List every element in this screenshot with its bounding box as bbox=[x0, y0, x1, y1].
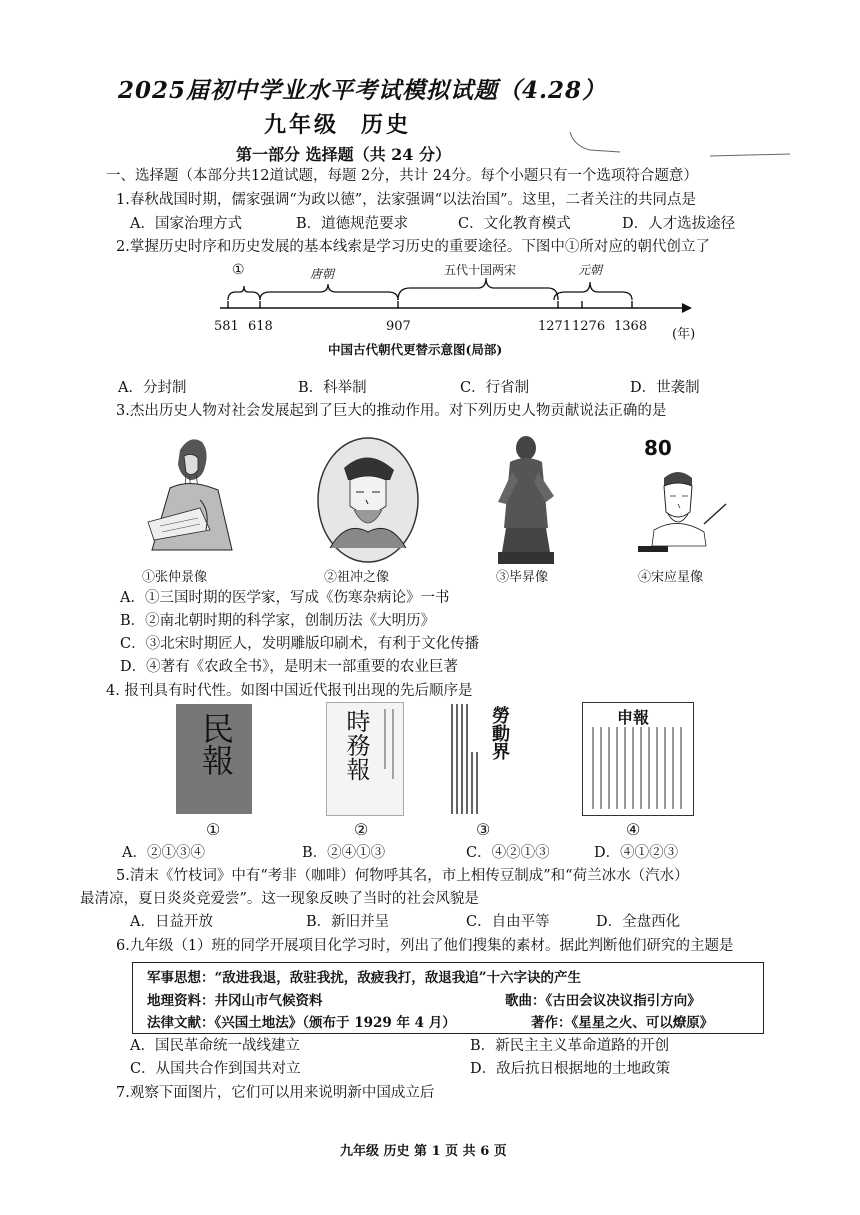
q1-option-b: B．道德规范要求 bbox=[296, 216, 409, 232]
grade-label: 九年级 bbox=[264, 112, 340, 138]
song-yingxing-portrait bbox=[634, 460, 730, 560]
q3-stem: 3.杰出历史人物对社会发展起到了巨大的推动作用。对下列历史人物贡献说法正确的是 bbox=[116, 403, 667, 419]
year-1368: 1368 bbox=[614, 319, 648, 334]
caption-bi: ③毕昇像 bbox=[496, 570, 549, 585]
brace-tang bbox=[260, 284, 398, 300]
q6-option-a: A．国民革命统一战线建立 bbox=[130, 1038, 300, 1054]
q5-option-a: A．日益开放 bbox=[130, 914, 213, 930]
q2-option-a: A．分封制 bbox=[118, 380, 187, 396]
q3-option-b: B．②南北朝时期的科学家，创制历法《大明历》 bbox=[120, 613, 436, 629]
q5-option-d: D．全盘西化 bbox=[596, 914, 681, 930]
caption-zhang: ①张仲景像 bbox=[142, 570, 208, 585]
q2-option-b: B．科举制 bbox=[298, 380, 367, 396]
minbao-title: 民報 bbox=[197, 712, 235, 776]
paper-label-2: ② bbox=[354, 820, 369, 839]
scan-mark-decoration bbox=[560, 128, 800, 168]
part-heading: 第一部分 选择题（共 24 分） bbox=[236, 145, 451, 164]
q6-row3-left: 法律文献：《兴国土地法》（颁布于 1929 年 4 月） bbox=[147, 1015, 456, 1031]
q5-stem-line2: 最清凉，夏日炎炎竞爱尝”。这一现象反映了当时的社会风貌是 bbox=[80, 891, 479, 907]
q3-option-d: D．④著有《农政全书》，是明末一部重要的农业巨著 bbox=[120, 659, 458, 675]
q1-option-d: D．人才选拔途径 bbox=[622, 216, 736, 232]
q4-option-c: C．④②①③ bbox=[466, 845, 550, 861]
paper-label-3: ③ bbox=[476, 820, 491, 839]
q4-option-b: B．②④①③ bbox=[302, 845, 386, 861]
q6-row1: 军事思想：“敌进我退，敌驻我扰，敌疲我打，敌退我追”十六字诀的产生 bbox=[147, 970, 582, 986]
exam-title: 2025届初中学业水平考试模拟试题（4.28） bbox=[118, 77, 607, 104]
section-intro: 一、选择题（本部分共12道试题，每题 2分，共计 24分。每个小题只有一个选项符合题意） bbox=[106, 168, 698, 184]
newspaper-shenbao bbox=[582, 702, 694, 816]
zu-chongzhi-portrait bbox=[316, 436, 420, 564]
q4-stem: 4. 报刊具有时代性。如图中国近代报刊出现的先后顺序是 bbox=[106, 683, 473, 699]
q3-option-a: A．①三国时期的医学家，写成《伤寒杂病论》一书 bbox=[120, 590, 450, 606]
year-581: 581 bbox=[214, 319, 239, 334]
year-1276: 1276 bbox=[572, 319, 606, 334]
brace-five-dynasties bbox=[398, 278, 558, 300]
laodongjie-title: 勞動界 bbox=[489, 706, 510, 760]
q1-option-c: C．文化教育模式 bbox=[458, 216, 571, 232]
q5-option-c: C．自由平等 bbox=[466, 914, 550, 930]
q5-stem-line1: 5.清末《竹枝词》中有“考非（咖啡）何物呼其名，市上相传豆制成”和“荷兰冰水（汽水） bbox=[116, 868, 689, 884]
timeline-caption: 中国古代朝代更替示意图(局部) bbox=[328, 342, 503, 357]
year-1271: 1271 bbox=[538, 319, 572, 334]
q2-stem: 2.掌握历史时序和历史发展的基本线索是学习历史的重要途径。下图中①所对应的朝代创立了 bbox=[116, 239, 710, 255]
q6-row2-right: 歌曲：《古田会议决议指引方向》 bbox=[505, 993, 701, 1009]
caption-zu: ②祖冲之像 bbox=[324, 570, 390, 585]
q6-option-d: D．敌后抗日根据地的土地政策 bbox=[470, 1061, 671, 1077]
q1-stem: 1.春秋战国时期，儒家强调“为政以德”，法家强调“以法治国”。这里，二者关注的共同点是 bbox=[116, 192, 696, 208]
zhang-zhongjing-portrait bbox=[140, 430, 240, 560]
page-footer: 九年级 历史 第 1 页 共 6 页 bbox=[340, 1144, 507, 1159]
year-907: 907 bbox=[386, 319, 411, 334]
timeline-label-1: ① bbox=[232, 262, 245, 278]
newspaper-shiwubao bbox=[326, 702, 404, 816]
timeline-label-tang: 唐朝 bbox=[310, 267, 335, 281]
paper-label-4: ④ bbox=[626, 820, 641, 839]
shenbao-title: 申報 bbox=[617, 708, 650, 727]
q4-option-d: D．④①②③ bbox=[594, 845, 679, 861]
q6-row3-right: 著作：《星星之火、可以燎原》 bbox=[531, 1015, 714, 1031]
q4-option-a: A．②①③④ bbox=[122, 845, 205, 861]
newspaper-laodongjie bbox=[448, 702, 526, 816]
subject-label: 历史 bbox=[361, 112, 412, 138]
newspaper-minbao bbox=[176, 704, 252, 814]
timeline-label-yuan: 元朝 bbox=[578, 263, 603, 277]
q6-option-b: B．新民主主义革命道路的开创 bbox=[470, 1038, 670, 1054]
q1-option-a: A．国家治理方式 bbox=[130, 216, 242, 232]
handwritten-mark: 80 bbox=[644, 436, 672, 460]
q6-option-c: C．从国共合作到国共对立 bbox=[130, 1061, 301, 1077]
brace-yuan bbox=[554, 282, 632, 300]
exam-subtitle bbox=[264, 108, 411, 139]
year-618: 618 bbox=[248, 319, 273, 334]
caption-song: ④宋应星像 bbox=[638, 570, 704, 585]
shiwubao-title: 時務報 bbox=[342, 709, 370, 781]
q6-stem: 6.九年级（1）班的同学开展项目化学习时，列出了他们搜集的素材。据此判断他们研究的主题是 bbox=[116, 938, 734, 954]
brace-1 bbox=[228, 286, 260, 300]
q6-materials-box bbox=[132, 962, 764, 1034]
year-unit: (年) bbox=[672, 327, 696, 342]
q2-option-d: D．世袭制 bbox=[630, 380, 700, 396]
q7-stem: 7.观察下面图片，它们可以用来说明新中国成立后 bbox=[116, 1085, 435, 1101]
q5-option-b: B．新旧并呈 bbox=[306, 914, 390, 930]
q3-option-c: C．③北宋时期匠人，发明雕版印刷术，有利于文化传播 bbox=[120, 636, 480, 652]
q2-option-c: C．行省制 bbox=[460, 380, 530, 396]
bi-sheng-statue bbox=[492, 432, 558, 566]
dynasty-timeline bbox=[210, 258, 710, 368]
timeline-arrow bbox=[682, 303, 692, 313]
q6-row2-left: 地理资料：井冈山市气候资料 bbox=[147, 993, 323, 1009]
timeline-label-five: 五代十国两宋 bbox=[444, 263, 517, 277]
paper-label-1: ① bbox=[206, 820, 221, 839]
